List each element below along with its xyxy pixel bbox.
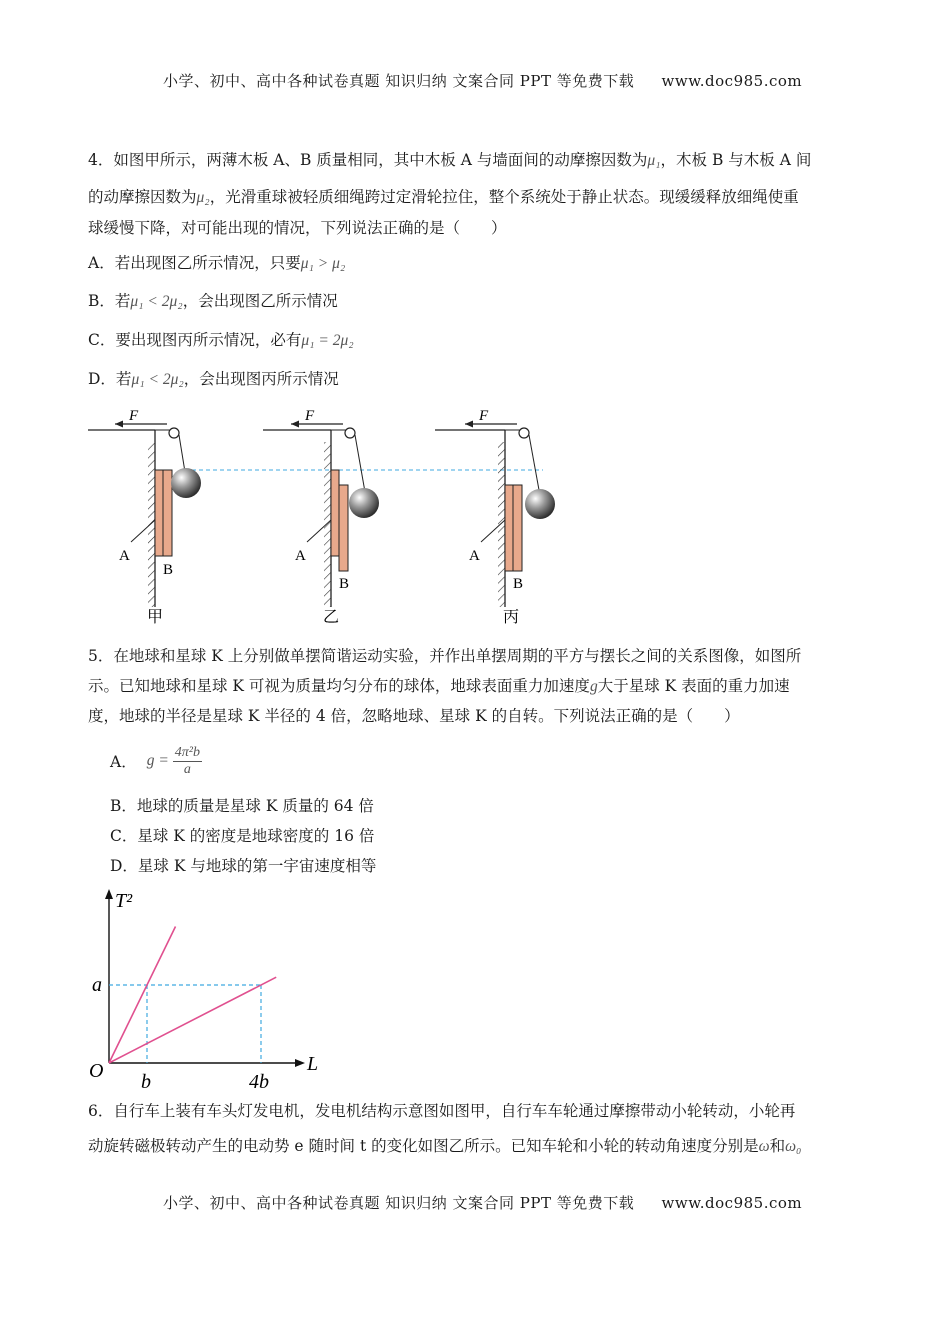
board-a <box>331 470 339 556</box>
caption-yi: 乙 <box>323 609 340 626</box>
board-a <box>505 485 513 571</box>
pulley <box>519 428 529 438</box>
q4-option-a: A．若出现图乙所示情况，只要μ₁ > μ₂ <box>88 254 346 272</box>
q5-line-3: 度，地球的半径是星球 K 半径的 4 倍，忽略地球、星球 K 的自转。下列说法正确的是（ ） <box>88 707 740 725</box>
q6-line-1: 6．自行车上装有车头灯发电机，发电机结构示意图如图甲，自行车车轮通过摩擦带动小轮转动，小轮再 <box>88 1102 796 1120</box>
y-axis-arrow <box>105 889 113 899</box>
omega0-symbol: ω₀ <box>785 1138 802 1155</box>
ball <box>349 488 379 518</box>
origin-label: O <box>89 1060 104 1082</box>
fraction: 4π²b a <box>174 744 201 777</box>
q4-option-b: B．若μ₁ < 2μ₂，会出现图乙所示情况 <box>88 292 338 310</box>
x-axis-label: L <box>307 1053 319 1075</box>
q4-figure <box>85 402 565 632</box>
q5-line-1: 5．在地球和星球 K 上分别做单摆简谐运动实验，并作出单摆周期的平方与摆长之间的关系图像，如图所 <box>88 647 802 665</box>
footer-url: www.doc985.com <box>661 1194 803 1212</box>
label-b: B <box>513 576 524 592</box>
series-line-shallow <box>109 977 276 1063</box>
mu1-symbol: μ₁ <box>647 152 661 169</box>
board-a <box>155 470 163 556</box>
q4-option-c: C．要出现图丙所示情况，必有μ₁ = 2μ₂ <box>88 331 354 349</box>
mu2-symbol: μ₂ <box>196 189 210 206</box>
panel-yi <box>263 408 379 626</box>
q6-line-2: 动旋转磁极转动产生的电动势 e 随时间 t 的变化如图乙所示。已知车轮和小轮的转动角速度分别是ω和ω₀ <box>88 1137 802 1155</box>
q5-option-d: D．星球 K 与地球的第一宇宙速度相等 <box>110 857 377 875</box>
series-line-steep <box>109 927 176 1064</box>
label-a: A <box>119 548 130 564</box>
label-a: A <box>469 548 480 564</box>
x-tick-4b: 4b <box>249 1071 269 1090</box>
force-label: F <box>479 408 489 424</box>
q4-line-3: 球缓慢下降，对可能出现的情况，下列说法正确的是（ ） <box>88 219 507 237</box>
pulley <box>345 428 355 438</box>
board-b <box>513 485 522 571</box>
force-label: F <box>129 408 139 424</box>
g-symbol: g <box>589 678 598 695</box>
label-b: B <box>163 562 174 578</box>
label-b: B <box>339 576 350 592</box>
omega-symbol: ω <box>758 1138 770 1155</box>
page-footer <box>163 1192 802 1213</box>
board-b <box>339 485 348 571</box>
label-a: A <box>295 548 306 564</box>
header-text: 小学、初中、高中各种试卷真题 知识归纳 文案合同 PPT 等免费下载 <box>163 72 635 90</box>
q4-line-2: 的动摩擦因数为μ₂，光滑重球被轻质细绳跨过定滑轮拉住，整个系统处于静止状态。现缓缓释放细绳使重 <box>88 188 799 206</box>
q5-chart <box>85 885 335 1090</box>
y-tick-a: a <box>92 974 102 996</box>
x-axis-arrow <box>295 1059 305 1067</box>
q5-line-2: 示。已知地球和星球 K 可视为质量均匀分布的球体，地球表面重力加速度g大于星球 K 表面的重力加速 <box>88 677 790 695</box>
q4-option-d: D．若μ₁ < 2μ₂，会出现图丙所示情况 <box>88 370 339 388</box>
header-url: www.doc985.com <box>661 72 803 90</box>
pulley <box>169 428 179 438</box>
q5-option-b: B．地球的质量是星球 K 质量的 64 倍 <box>110 797 374 815</box>
q4-line-1: 4．如图甲所示，两薄木板 A、B 质量相同，其中木板 A 与墙面间的动摩擦因数为μ₁，木板 B 与木板 A 间 <box>88 151 812 169</box>
q5-option-c: C．星球 K 的密度是地球密度的 16 倍 <box>110 827 375 845</box>
ball <box>171 468 201 498</box>
caption-bing: 丙 <box>503 609 520 626</box>
x-tick-b: b <box>141 1071 151 1090</box>
panel-jia <box>88 408 201 626</box>
footer-text: 小学、初中、高中各种试卷真题 知识归纳 文案合同 PPT 等免费下载 <box>163 1194 635 1212</box>
caption-jia: 甲 <box>147 609 164 626</box>
ball <box>525 489 555 519</box>
page-header <box>163 70 802 91</box>
board-b <box>163 470 172 556</box>
y-axis-label: T² <box>115 890 133 912</box>
panel-bing <box>435 408 555 626</box>
q5-option-a: A． g = 4π²b a <box>110 744 201 777</box>
force-label: F <box>305 408 315 424</box>
